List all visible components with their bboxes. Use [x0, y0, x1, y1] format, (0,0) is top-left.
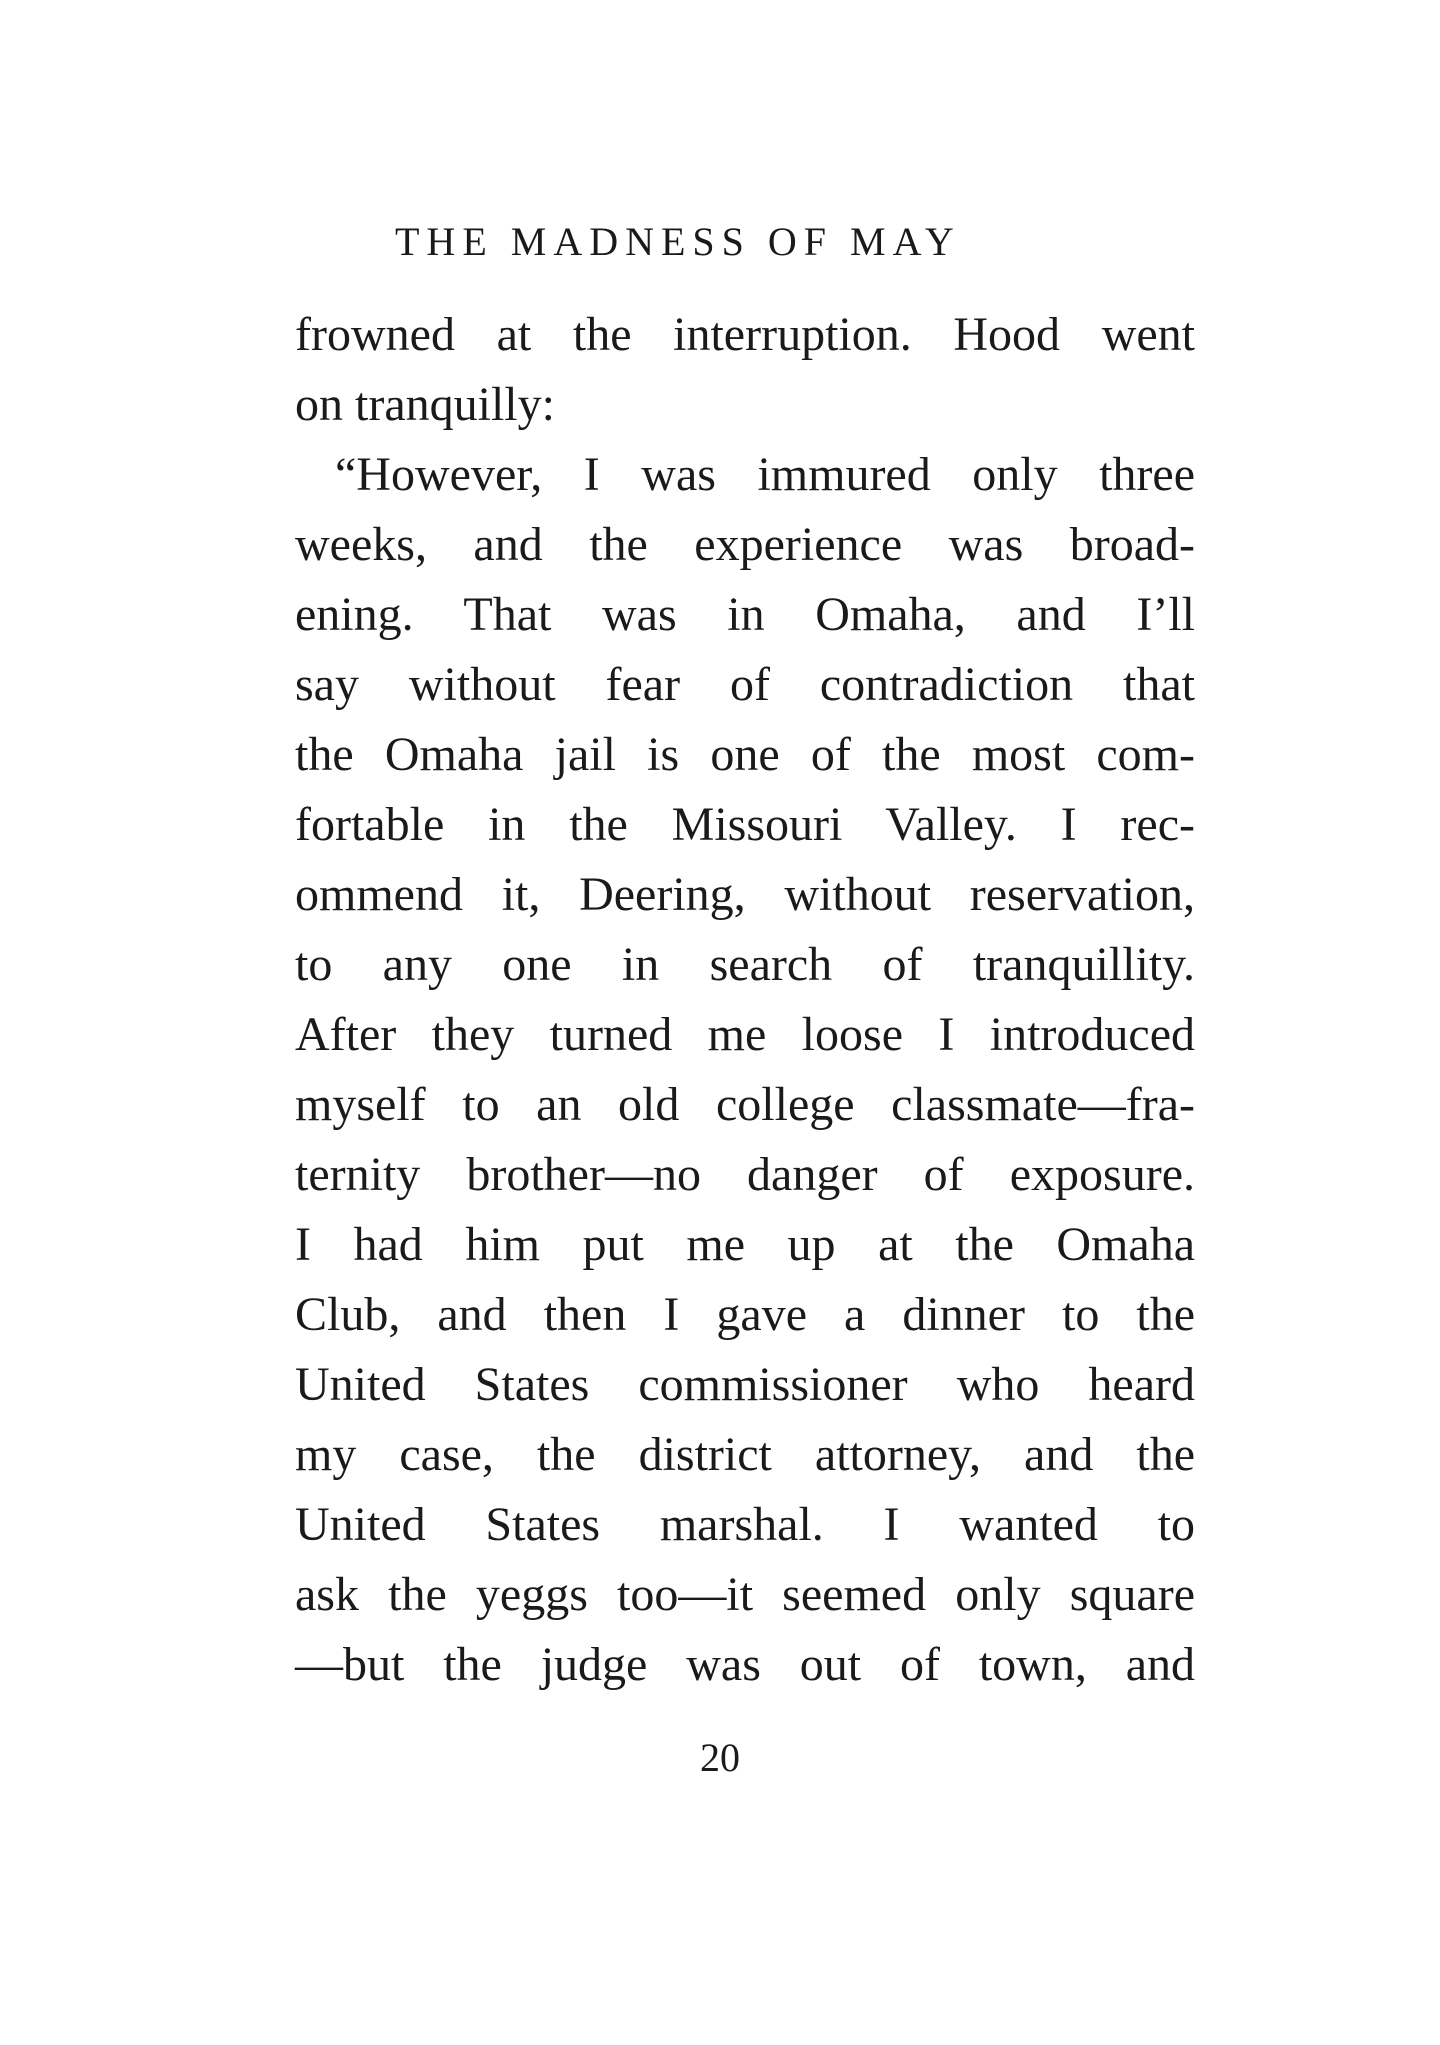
text-line: —but the judge was out of town, and: [295, 1638, 1195, 1691]
text-line: myself to an old college classmate—fra-: [295, 1078, 1195, 1131]
text-line: Club, and then I gave a dinner to the: [295, 1288, 1195, 1341]
text-line: my case, the district attorney, and the: [295, 1428, 1195, 1481]
text-line: say without fear of contradiction that: [295, 658, 1195, 711]
text-line: on tranquilly:: [295, 378, 555, 431]
text-line: ening. That was in Omaha, and I’ll: [295, 588, 1195, 641]
text-line: ask the yeggs too—it seemed only square: [295, 1568, 1195, 1621]
text-line: United States marshal. I wanted to: [295, 1498, 1195, 1551]
running-head: THE MADNESS OF MAY: [395, 219, 961, 264]
page-number: 20: [700, 1735, 740, 1780]
text-line: the Omaha jail is one of the most com-: [295, 728, 1195, 781]
text-line: United States commissioner who heard: [295, 1358, 1195, 1411]
text-line: After they turned me loose I introduced: [295, 1008, 1195, 1061]
body-text: [295, 300, 1195, 1700]
text-line: I had him put me up at the Omaha: [295, 1218, 1195, 1271]
text-line: ternity brother—no danger of exposure.: [295, 1148, 1195, 1201]
text-line: fortable in the Missouri Valley. I rec-: [295, 798, 1195, 851]
text-line: frowned at the interruption. Hood went: [295, 308, 1195, 361]
text-line: “However, I was immured only three: [335, 448, 1195, 501]
text-line: to any one in search of tranquillity.: [295, 938, 1195, 991]
text-line: weeks, and the experience was broad-: [295, 518, 1195, 571]
text-line: ommend it, Deering, without reservation,: [295, 868, 1195, 921]
